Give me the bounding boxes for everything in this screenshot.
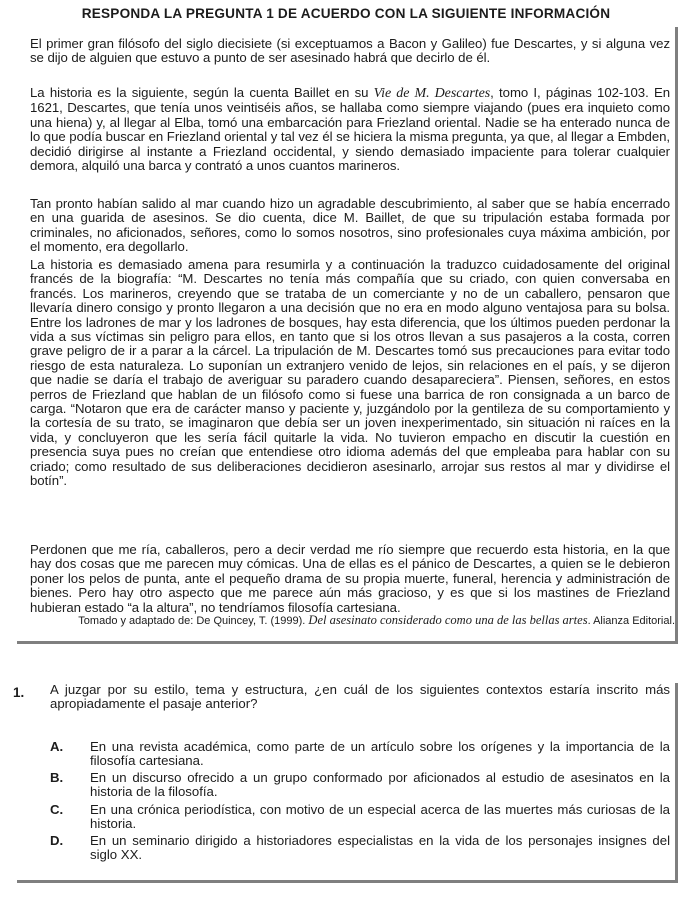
passage-paragraph-5: Perdonen que me ría, caballeros, pero a decir verdad me río siempre que recuerdo esta historia, en la que hay dos cosas que me parecen muy cómicas. Una de ellas es el pánico de Descartes, a quien se le debieron poner los pelos de punta, ante el pequeño drama de su propia muerte, funeral, herencia y administración de bienes. Pero hay otro aspecto que me parece aún más gracioso, y es que si los mastines de Friezland hubieran estado “a la altura”, no tendríamos filosofía cartesiana. <box>30 542 670 615</box>
citation-publisher: . Alianza Editorial. <box>587 615 675 627</box>
citation-author: Tomado y adaptado de: De Quincey, T. (1999). <box>78 615 309 627</box>
question-box <box>13 682 678 883</box>
passage-paragraph-2-body: , tomo I, páginas 102-103. En 1621, Descartes, que tenía unos veintiséis años, se hallaba como siempre viajando (pues era inquieto como una hiena) y, al llegar al Elba, tomó una embarcación para Friezland oriental. Nadie se ha enterado nunca de lo que podía buscar en Friezland oriental y tal vez él se hiciera la misma pregunta, ya que, al llegar a Embden, decidió dirigirse al instante a Friezland occidental, y siendo demasiado impaciente para tolerar cualquier demora, alquiló una barca y contrató a unos cuantos marineros. <box>30 85 671 174</box>
option-letter: B. <box>50 770 64 785</box>
option-text: En una crónica periodística, con motivo de un especial acerca de las muertes más curiosas de la historia. <box>90 802 670 832</box>
option-text: En una revista académica, como parte de un artículo sobre los orígenes y la importancia de la filosofía cartesiana. <box>90 739 670 769</box>
option-letter: D. <box>50 833 64 848</box>
question-stem: A juzgar por su estilo, tema y estructura, ¿en cuál de los siguientes contextos estaría inscrito más apropiadamente el pasaje anterior? <box>50 682 670 712</box>
source-citation <box>50 614 675 628</box>
option-letter: A. <box>50 739 64 754</box>
option-text: En un seminario dirigido a historiadores especialistas en la vida de los personajes insignes del siglo XX. <box>90 833 670 863</box>
passage-paragraph-1: El primer gran filósofo del siglo diecisiete (si exceptuamos a Bacon y Galileo) fue Descartes, y si alguna vez se dijo de alguien que estuvo a punto de ser asesinado habrá que decirlo de él. <box>30 36 670 66</box>
reading-passage-box <box>17 27 678 644</box>
citation-title: Del asesinato considerado como una de las bellas artes <box>308 613 588 627</box>
book-title-vie-de-descartes: Vie de M. Descartes <box>373 86 491 101</box>
passage-paragraph-2-intro: La historia es la siguiente, según la cuenta Baillet en su <box>30 85 374 100</box>
question-number: 1. <box>13 685 25 700</box>
option-text: En un discurso ofrecido a un grupo conformado por aficionados al estudio de asesinatos en la historia de la filosofía. <box>90 770 670 800</box>
passage-paragraph-4: La historia es demasiado amena para resumirla y a continuación la traduzco cuidadosamente del original francés de la biografía: “M. Descartes no tenía más compañía que su criado, con quien conversaba en francés. Los marineros, creyendo que se trataba de un comerciante y no de un caballero, pensaron que llevaría dinero consigo y pronto llegaron a una decisión que no era en modo alguno ventajosa para su bolsa. Entre los ladrones de mar y los ladrones de bosques, hay esta diferencia, que los últimos pueden perdonar la vida a sus víctimas sin peligro para ellos, en tanto que si los otros llevan a sus pasajeros a la costa, corren grave peligro de ir a parar a la cárcel. La tripulación de M. Descartes tomó sus precauciones para evitar todo riesgo de esta naturaleza. Lo suponían un extranjero venido de lejos, sin relaciones en el país, y se dijeron que nadie se daría el trabajo de averiguar su paradero cuando desapareciera”. Piensen, señores, en estos perros de Friezland que hablan de un filósofo como si fuese una barrica de ron consignada a un barco de carga. “Notaron que era de carácter manso y paciente y, juzgándolo por la gentileza de su comportamiento y la cortesía de su trato, se imaginaron que debía ser un joven inexperimentado, sin situación ni raíces en la vida, y concluyeron que les sería fácil quitarle la vida. No tuvieron empacho en discutir la cuestión en presencia suya pues no creían que entendiese otro idioma además del que empleaba para hablar con su criado; como resultado de sus deliberaciones decidieron asesinarlo, arrojar sus restos al mar y dividirse el botín”. <box>30 257 670 489</box>
passage-paragraph-2 <box>30 86 670 173</box>
option-letter: C. <box>50 802 64 817</box>
passage-paragraph-3: Tan pronto habían salido al mar cuando hizo un agradable descubrimiento, al saber que se había encerrado en una guarida de asesinos. Se dio cuenta, dice M. Baillet, de que su tripulación estaba formada por criminales, no aficionados, señores, como lo somos nosotros, sino profesionales cuya máxima ambición, por el momento, era degollarlo. <box>30 196 670 255</box>
section-heading: RESPONDA LA PREGUNTA 1 DE ACUERDO CON LA SIGUIENTE INFORMACIÓN <box>81 6 611 21</box>
